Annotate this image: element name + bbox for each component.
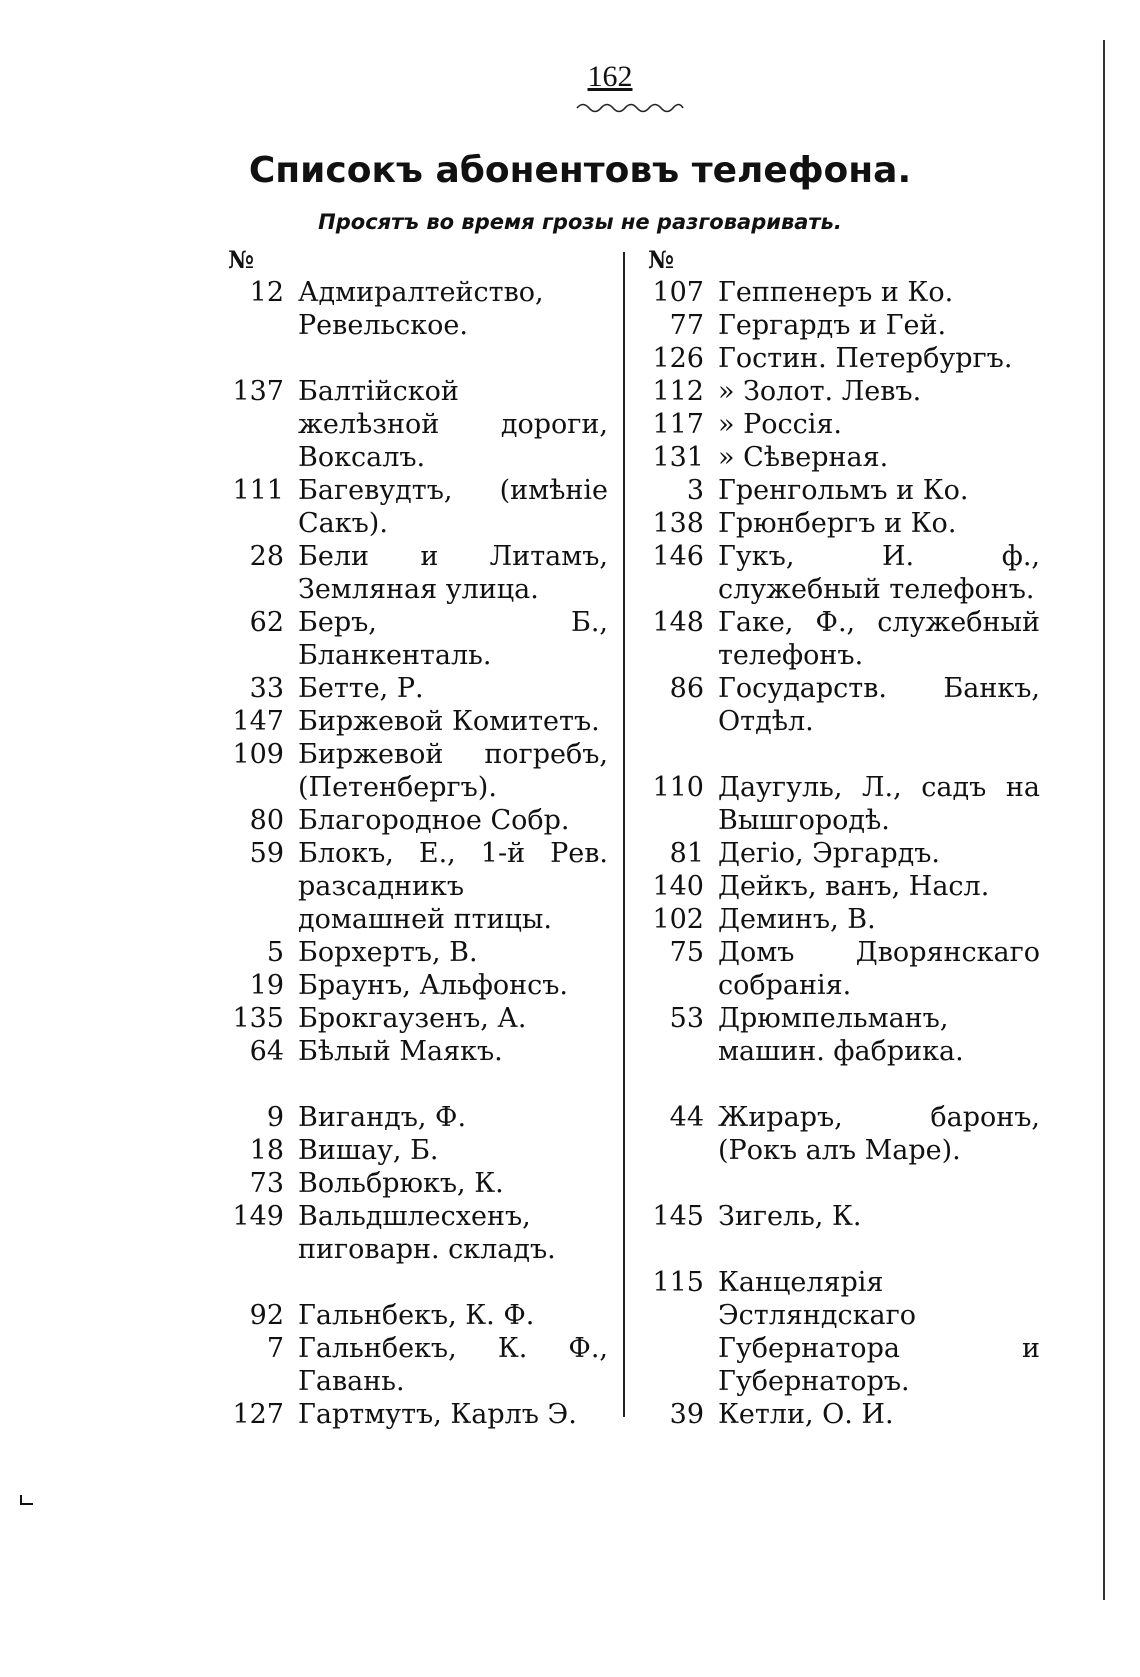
list-item — [228, 804, 608, 837]
entry-name: Бѣлый Маякъ. — [298, 1036, 503, 1067]
list-item — [228, 276, 608, 342]
entry-number: 81 — [669, 838, 704, 869]
list-item — [648, 606, 1040, 672]
spacer — [228, 342, 608, 375]
entry-number: 5 — [266, 937, 284, 968]
entry-name: Жираръ, баронъ, (Рокъ алъ Маре). — [718, 1102, 1040, 1166]
list-item — [648, 903, 1040, 936]
list-item — [228, 969, 608, 1002]
entry-name: Канцелярія Эстляндскаго Губернатора и Губернаторъ. — [718, 1267, 1040, 1397]
list-item — [228, 474, 608, 540]
list-item — [228, 705, 608, 738]
entry-number: 138 — [652, 508, 704, 539]
entry-name: Вишау, Б. — [298, 1135, 439, 1166]
list-item — [228, 540, 608, 606]
entry-number: 18 — [249, 1135, 284, 1166]
entry-name: Вигандъ, Ф. — [298, 1102, 467, 1133]
entry-number: 75 — [669, 937, 704, 968]
entry-number: 140 — [652, 871, 704, 902]
entry-number: 80 — [249, 805, 284, 836]
list-item — [228, 1398, 608, 1431]
entry-number: 59 — [249, 838, 284, 869]
entry-name: » Сѣверная. — [718, 442, 889, 473]
list-item — [648, 441, 1040, 474]
list-item — [648, 507, 1040, 540]
number-header: № — [648, 245, 675, 274]
entry-number: 107 — [652, 277, 704, 308]
entry-number: 12 — [249, 277, 284, 308]
entry-number: 109 — [232, 739, 284, 770]
entry-number: 112 — [652, 376, 704, 407]
corner-mark — [20, 1495, 34, 1505]
list-item — [648, 1002, 1040, 1068]
list-item — [228, 1167, 608, 1200]
entry-name: Дейкъ, ванъ, Насл. — [718, 871, 990, 902]
entry-number: 77 — [669, 310, 704, 341]
list-item — [228, 936, 608, 969]
entry-name: Кетли, О. И. — [718, 1399, 894, 1430]
entry-number: 28 — [249, 541, 284, 572]
entry-name: Геппенеръ и Ко. — [718, 277, 954, 308]
list-item — [228, 1299, 608, 1332]
spacer — [648, 1167, 1040, 1200]
entry-name: Гостин. Петербургъ. — [718, 343, 1013, 374]
entry-name: Адмиралтейство, Ревельское. — [298, 277, 544, 341]
entry-name: Грюнбергъ и Ко. — [718, 508, 957, 539]
entry-number: 19 — [249, 970, 284, 1001]
list-item — [648, 837, 1040, 870]
spacer — [648, 738, 1040, 771]
left-column — [228, 244, 608, 1431]
entry-name: Биржевой погребъ, (Петенбергъ). — [298, 739, 608, 803]
entry-name: Брокгаузенъ, А. — [298, 1003, 527, 1034]
list-item — [228, 1200, 608, 1266]
entry-name: Блокъ, Е., 1-й Рев. разсадникъ домашней птицы. — [298, 838, 608, 935]
entry-name: Биржевой Комитетъ. — [298, 706, 600, 737]
entry-name: Гальнбекъ, К. Ф., Гавань. — [298, 1333, 608, 1397]
entry-number: 145 — [652, 1201, 704, 1232]
list-item — [228, 837, 608, 936]
entry-number: 135 — [232, 1003, 284, 1034]
entry-number: 131 — [652, 442, 704, 473]
list-item — [648, 474, 1040, 507]
list-item — [648, 1101, 1040, 1167]
entry-name: Балтійской желѣзной дороги, Воксалъ. — [298, 376, 608, 473]
entry-number: 102 — [652, 904, 704, 935]
spacer — [228, 1266, 608, 1299]
list-item — [648, 672, 1040, 738]
entry-name: Гартмутъ, Карлъ Э. — [298, 1399, 577, 1430]
entry-number: 92 — [249, 1300, 284, 1331]
list-item — [228, 375, 608, 474]
list-item — [228, 1134, 608, 1167]
list-item — [228, 1035, 608, 1068]
entry-number: 137 — [232, 376, 284, 407]
entry-name: Благородное Собр. — [298, 805, 570, 836]
entry-name: Даугуль, Л., садъ на Вышгородѣ. — [718, 772, 1040, 836]
entry-number: 149 — [232, 1201, 284, 1232]
page-title: Списокъ абонентовъ телефона. — [248, 150, 912, 191]
entry-name: Гергардъ и Гей. — [718, 310, 947, 341]
entry-number: 148 — [652, 607, 704, 638]
entry-name: Бели и Литамъ, Земляная улица. — [298, 541, 608, 605]
entry-name: Борхертъ, В. — [298, 937, 478, 968]
page-number: 162 — [587, 60, 633, 93]
entry-number: 117 — [652, 409, 704, 440]
entry-number: 44 — [669, 1102, 704, 1133]
entry-number: 39 — [669, 1399, 704, 1430]
list-item — [648, 1200, 1040, 1233]
entry-name: Гаке, Ф., служебный телефонъ. — [718, 607, 1040, 671]
entry-number: 110 — [652, 772, 704, 803]
spacer — [648, 1068, 1040, 1101]
list-item — [648, 936, 1040, 1002]
list-item — [228, 606, 608, 672]
entry-name: Багевудтъ, (имѣніе Сакъ). — [298, 475, 608, 539]
entry-name: Браунъ, Альфонсъ. — [298, 970, 569, 1001]
list-item — [648, 771, 1040, 837]
entry-name: Вольбрюкъ, К. — [298, 1168, 504, 1199]
list-item — [648, 309, 1040, 342]
entry-number: 62 — [249, 607, 284, 638]
entry-name: Гальнбекъ, К. Ф. — [298, 1300, 535, 1331]
entry-name: Дрюмпельманъ, машин. фабрика. — [718, 1003, 964, 1067]
page-subtitle: Просятъ во время грозы не разговаривать. — [318, 210, 842, 234]
entry-number: 64 — [249, 1036, 284, 1067]
number-header: № — [228, 245, 255, 274]
entry-number: 146 — [652, 541, 704, 572]
entry-name: » Россія. — [718, 409, 843, 440]
list-item — [648, 408, 1040, 441]
entry-name: Беръ, Б., Бланкенталь. — [298, 607, 608, 671]
list-item — [648, 276, 1040, 309]
entry-name: » Золот. Левъ. — [718, 376, 922, 407]
entry-number: 127 — [232, 1399, 284, 1430]
column-divider — [623, 252, 625, 1417]
list-item — [648, 375, 1040, 408]
entry-name: Домъ Дворянскаго собранія. — [718, 937, 1040, 1001]
entry-number: 7 — [266, 1333, 284, 1364]
spacer — [648, 1233, 1040, 1266]
wavy-rule-ornament — [575, 100, 685, 114]
entry-name: Деминъ, В. — [718, 904, 876, 935]
entry-number: 33 — [249, 673, 284, 704]
right-column — [648, 244, 1040, 1431]
entry-number: 53 — [669, 1003, 704, 1034]
page-edge-line — [1103, 40, 1105, 1600]
entry-number: 3 — [686, 475, 704, 506]
entry-number: 111 — [232, 475, 284, 506]
list-item — [648, 540, 1040, 606]
entry-number: 115 — [652, 1267, 704, 1298]
entry-number: 73 — [249, 1168, 284, 1199]
entry-name: Государств. Банкъ, Отдѣл. — [718, 673, 1040, 737]
entry-name: Гренгольмъ и Ко. — [718, 475, 969, 506]
spacer — [228, 1068, 608, 1101]
entry-name: Бетте, Р. — [298, 673, 424, 704]
list-item — [648, 342, 1040, 375]
list-item — [228, 1002, 608, 1035]
list-item — [228, 1101, 608, 1134]
list-item — [228, 738, 608, 804]
entry-name: Вальдшлесхенъ, пиговарн. складъ. — [298, 1201, 556, 1265]
list-item — [648, 1266, 1040, 1398]
entry-number: 9 — [266, 1102, 284, 1133]
entry-name: Зигель, К. — [718, 1201, 862, 1232]
entry-number: 86 — [669, 673, 704, 704]
list-item — [648, 1398, 1040, 1431]
list-item — [228, 1332, 608, 1398]
entry-number: 126 — [652, 343, 704, 374]
entry-name: Гукъ, И. ф., служебный телефонъ. — [718, 541, 1040, 605]
entry-name: Дегіо, Эргардъ. — [718, 838, 940, 869]
entry-number: 147 — [232, 706, 284, 737]
list-item — [228, 672, 608, 705]
list-item — [648, 870, 1040, 903]
